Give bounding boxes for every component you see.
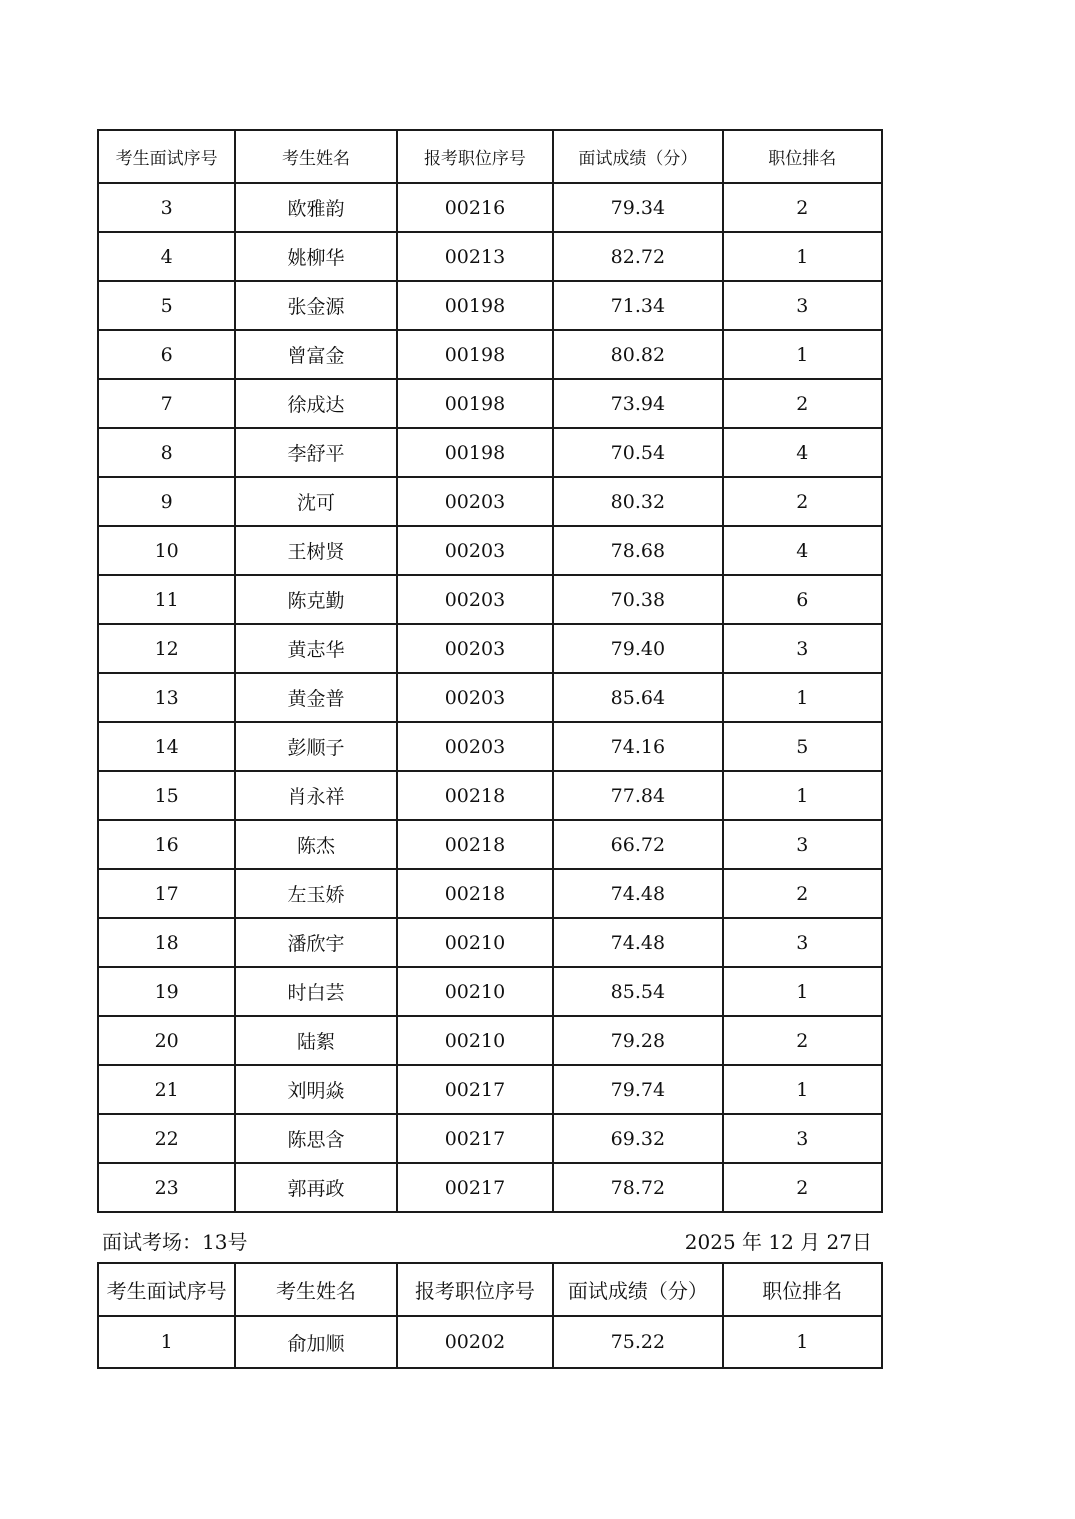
cell-position-rank: 1 [723,232,882,281]
cell-position-code: 00198 [397,330,553,379]
cell-position-code: 00203 [397,575,553,624]
table-row [98,1163,882,1212]
cell-candidate-name: 刘明焱 [235,1065,396,1114]
cell-interview-score: 66.72 [553,820,722,869]
header-position-code: 报考职位序号 [397,1263,553,1316]
score-table-venue-prev [97,129,883,1213]
table-row [98,232,882,281]
table-row [98,771,882,820]
cell-interview-seq: 18 [98,918,235,967]
cell-position-rank: 1 [723,673,882,722]
cell-interview-seq: 15 [98,771,235,820]
header-position-rank: 职位排名 [723,1263,882,1316]
header-interview-seq: 考生面试序号 [98,1263,235,1316]
cell-position-rank: 3 [723,820,882,869]
cell-interview-score: 75.22 [553,1316,722,1368]
cell-position-code: 00198 [397,379,553,428]
cell-position-rank: 3 [723,918,882,967]
cell-candidate-name: 曾富金 [235,330,396,379]
cell-position-rank: 1 [723,330,882,379]
cell-position-code: 00213 [397,232,553,281]
table-row [98,183,882,232]
cell-candidate-name: 潘欣宇 [235,918,396,967]
cell-interview-score: 69.32 [553,1114,722,1163]
cell-interview-seq: 9 [98,477,235,526]
table-header-row [98,130,882,183]
table-row [98,820,882,869]
cell-interview-seq: 4 [98,232,235,281]
cell-position-code: 00203 [397,673,553,722]
cell-position-code: 00198 [397,281,553,330]
cell-position-code: 00217 [397,1163,553,1212]
cell-position-code: 00203 [397,624,553,673]
cell-interview-seq: 11 [98,575,235,624]
cell-candidate-name: 沈可 [235,477,396,526]
cell-candidate-name: 俞加顺 [235,1316,396,1368]
cell-position-code: 00203 [397,722,553,771]
table-row [98,918,882,967]
cell-interview-score: 85.64 [553,673,722,722]
cell-position-code: 00218 [397,820,553,869]
cell-interview-seq: 5 [98,281,235,330]
cell-candidate-name: 肖永祥 [235,771,396,820]
table-row [98,281,882,330]
cell-interview-seq: 13 [98,673,235,722]
cell-interview-seq: 17 [98,869,235,918]
header-interview-score: 面试成绩（分） [553,130,722,183]
cell-position-rank: 3 [723,624,882,673]
cell-candidate-name: 徐成达 [235,379,396,428]
cell-candidate-name: 郭再政 [235,1163,396,1212]
cell-position-rank: 2 [723,477,882,526]
cell-interview-seq: 21 [98,1065,235,1114]
cell-position-code: 00210 [397,1016,553,1065]
table-row [98,477,882,526]
cell-interview-score: 70.38 [553,575,722,624]
table-row [98,526,882,575]
table-row [98,722,882,771]
cell-interview-score: 82.72 [553,232,722,281]
cell-interview-score: 80.82 [553,330,722,379]
cell-position-rank: 1 [723,967,882,1016]
cell-interview-score: 78.68 [553,526,722,575]
cell-position-code: 00198 [397,428,553,477]
cell-interview-score: 71.34 [553,281,722,330]
cell-interview-seq: 1 [98,1316,235,1368]
cell-interview-seq: 12 [98,624,235,673]
cell-candidate-name: 张金源 [235,281,396,330]
cell-interview-seq: 14 [98,722,235,771]
table-row [98,575,882,624]
cell-interview-score: 78.72 [553,1163,722,1212]
cell-candidate-name: 陆絮 [235,1016,396,1065]
cell-interview-seq: 22 [98,1114,235,1163]
cell-candidate-name: 时白芸 [235,967,396,1016]
cell-position-rank: 1 [723,1316,882,1368]
cell-interview-score: 79.74 [553,1065,722,1114]
table-row [98,967,882,1016]
cell-position-rank: 6 [723,575,882,624]
cell-interview-seq: 3 [98,183,235,232]
cell-position-rank: 2 [723,869,882,918]
cell-position-rank: 2 [723,183,882,232]
score-table-venue-13 [97,1262,883,1369]
header-interview-score: 面试成绩（分） [553,1263,722,1316]
cell-interview-seq: 20 [98,1016,235,1065]
cell-position-rank: 2 [723,1016,882,1065]
cell-position-code: 00216 [397,183,553,232]
table-row [98,1065,882,1114]
cell-position-rank: 2 [723,379,882,428]
cell-interview-score: 73.94 [553,379,722,428]
cell-interview-seq: 7 [98,379,235,428]
header-position-code: 报考职位序号 [397,130,553,183]
header-candidate-name: 考生姓名 [235,1263,396,1316]
cell-position-rank: 4 [723,428,882,477]
cell-position-code: 00202 [397,1316,553,1368]
table-row [98,624,882,673]
cell-interview-score: 74.16 [553,722,722,771]
cell-position-code: 00203 [397,526,553,575]
cell-interview-score: 79.34 [553,183,722,232]
cell-interview-seq: 10 [98,526,235,575]
cell-position-code: 00203 [397,477,553,526]
cell-position-rank: 4 [723,526,882,575]
cell-interview-score: 70.54 [553,428,722,477]
cell-interview-seq: 8 [98,428,235,477]
cell-position-rank: 5 [723,722,882,771]
table-row [98,869,882,918]
cell-candidate-name: 陈克勤 [235,575,396,624]
cell-candidate-name: 李舒平 [235,428,396,477]
cell-interview-seq: 19 [98,967,235,1016]
cell-position-rank: 3 [723,1114,882,1163]
venue-label: 面试考场：13号 [102,1230,248,1254]
cell-candidate-name: 左玉娇 [235,869,396,918]
cell-position-rank: 3 [723,281,882,330]
cell-interview-seq: 6 [98,330,235,379]
cell-position-rank: 2 [723,1163,882,1212]
cell-candidate-name: 陈思含 [235,1114,396,1163]
table-row [98,379,882,428]
cell-interview-seq: 23 [98,1163,235,1212]
venue-date-line [102,1226,872,1252]
cell-position-code: 00210 [397,967,553,1016]
cell-candidate-name: 王树贤 [235,526,396,575]
cell-candidate-name: 黄金普 [235,673,396,722]
cell-position-rank: 1 [723,1065,882,1114]
cell-interview-score: 77.84 [553,771,722,820]
cell-interview-seq: 16 [98,820,235,869]
header-interview-seq: 考生面试序号 [98,130,235,183]
cell-interview-score: 85.54 [553,967,722,1016]
table-row [98,1016,882,1065]
cell-position-code: 00218 [397,771,553,820]
cell-position-code: 00217 [397,1065,553,1114]
table-row [98,673,882,722]
cell-position-code: 00217 [397,1114,553,1163]
table-row [98,1316,882,1368]
header-position-rank: 职位排名 [723,130,882,183]
cell-interview-score: 79.40 [553,624,722,673]
cell-candidate-name: 欧雅韵 [235,183,396,232]
cell-candidate-name: 姚柳华 [235,232,396,281]
cell-position-code: 00210 [397,918,553,967]
cell-position-code: 00218 [397,869,553,918]
header-candidate-name: 考生姓名 [235,130,396,183]
table-header-row [98,1263,882,1316]
table-row [98,1114,882,1163]
cell-interview-score: 74.48 [553,869,722,918]
cell-candidate-name: 陈杰 [235,820,396,869]
cell-interview-score: 79.28 [553,1016,722,1065]
cell-interview-score: 74.48 [553,918,722,967]
table-row [98,428,882,477]
date-label: 2025 年 12 月 27日 [684,1230,872,1254]
cell-candidate-name: 黄志华 [235,624,396,673]
cell-candidate-name: 彭顺子 [235,722,396,771]
cell-interview-score: 80.32 [553,477,722,526]
table-row [98,330,882,379]
cell-position-rank: 1 [723,771,882,820]
